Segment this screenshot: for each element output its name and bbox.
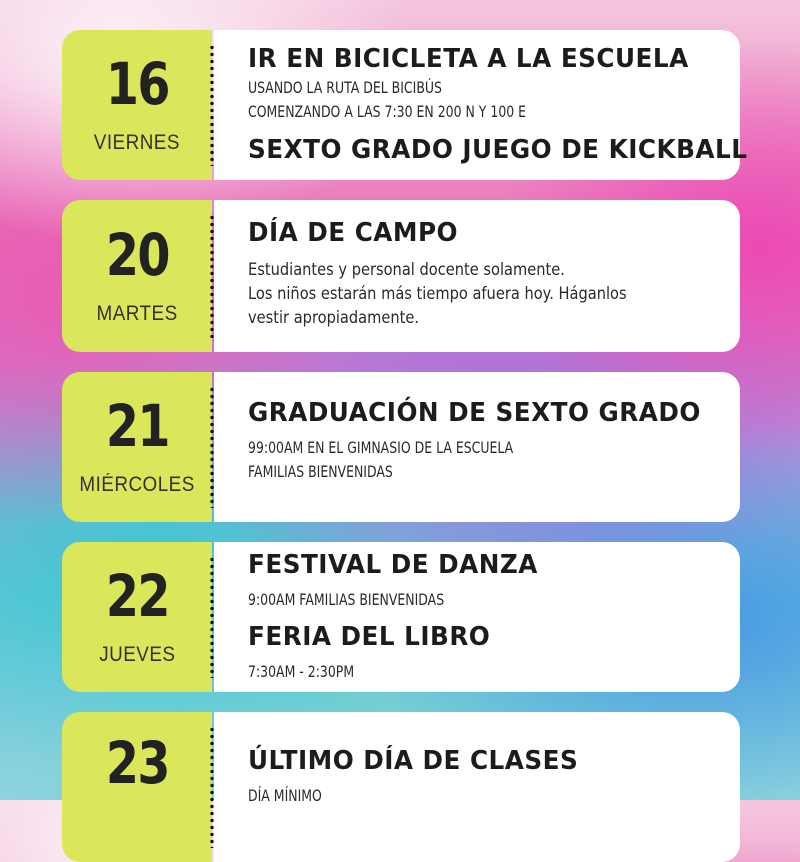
event-detail: DÍA MÍNIMO <box>248 786 322 805</box>
event-detail: USANDO LA RUTA DEL BICIBÚS <box>248 78 442 97</box>
event-detail: 7:30AM - 2:30PM <box>248 662 355 681</box>
event-title-secondary: SEXTO GRADO JUEGO DE KICKBALL <box>248 135 748 165</box>
day-number: 22 <box>105 562 169 630</box>
event-info-card <box>214 542 740 692</box>
day-number: 20 <box>105 221 169 289</box>
event-detail: COMENZANDO A LAS 7:30 EN 200 N Y 100 E <box>248 102 527 121</box>
event-info-card <box>214 372 740 522</box>
day-number: 23 <box>105 729 169 797</box>
weekday-label: MARTES <box>96 302 178 325</box>
event-title: ÚLTIMO DÍA DE CLASES <box>248 746 579 776</box>
weekday-label: MIÉRCOLES <box>79 473 195 496</box>
event-detail: 9:00AM FAMILIAS BIENVENIDAS <box>248 590 445 609</box>
date-card <box>62 200 212 352</box>
date-card <box>62 542 212 692</box>
weekday-label: JUEVES <box>98 643 176 666</box>
date-card <box>62 372 212 522</box>
event-info-card <box>214 30 748 180</box>
event-row-21 <box>62 372 740 522</box>
day-number: 16 <box>105 50 169 118</box>
event-row-16 <box>62 30 748 180</box>
event-info-card <box>214 712 740 862</box>
event-title: DÍA DE CAMPO <box>248 218 459 248</box>
event-title-secondary: FERIA DEL LIBRO <box>248 622 491 652</box>
event-title: IR EN BICICLETA A LA ESCUELA <box>248 44 689 74</box>
event-detail: 99:00AM EN EL GIMNASIO DE LA ESCUELA <box>248 438 514 457</box>
event-row-23 <box>62 712 740 862</box>
event-info-card <box>214 200 740 352</box>
event-title: FESTIVAL DE DANZA <box>248 550 538 580</box>
event-detail: FAMILIAS BIENVENIDAS <box>248 462 393 481</box>
event-title: GRADUACIÓN DE SEXTO GRADO <box>248 398 701 428</box>
event-row-22 <box>62 542 740 692</box>
event-row-20 <box>62 200 740 352</box>
event-description: Estudiantes y personal docente solamente. Los niños estarán más tiempo afuera hoy. Háganlos vestir apropiadamente. <box>248 260 627 328</box>
day-number: 21 <box>105 392 169 460</box>
date-card <box>62 712 212 862</box>
date-card <box>62 30 212 180</box>
weekday-label: VIERNES <box>93 131 181 154</box>
